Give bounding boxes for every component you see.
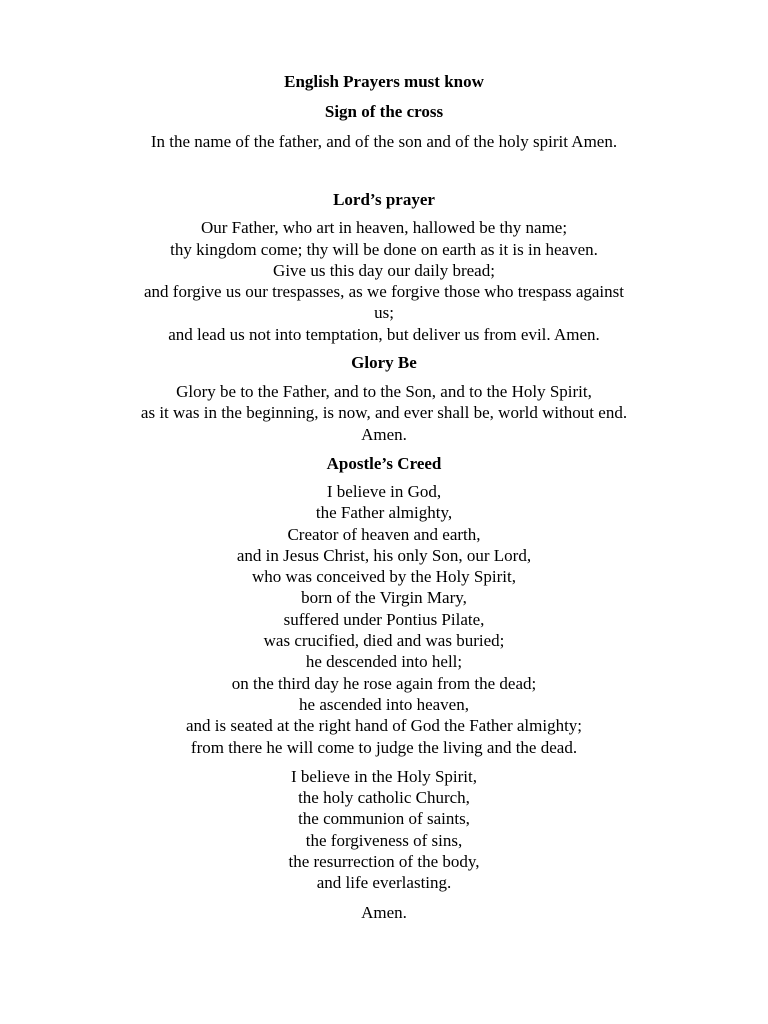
prayer-line: who was conceived by the Holy Spirit, [252,567,516,587]
apostles-creed-heading: Apostle’s Creed [326,453,442,473]
prayer-line: Amen. [361,902,407,922]
prayer-line: he descended into hell; [305,652,463,672]
glory-be-heading: Glory Be [351,353,417,373]
prayer-line: us; [374,303,394,323]
prayer-line: and in Jesus Christ, his only Son, our Lord, [236,545,532,565]
prayer-line: Our Father, who art in heaven, hallowed be thy name; [200,218,568,238]
lords-prayer-text [0,217,768,345]
prayer-line: Glory be to the Father, and to the Son, and to the Holy Spirit, [176,382,592,402]
prayer-line: he ascended into heaven, [299,694,469,714]
prayer-line: and forgive us our trespasses, as we forgive those who trespass against [144,282,624,302]
prayer-line: Creator of heaven and earth, [287,524,481,544]
prayer-line: was crucified, died and was buried; [263,631,505,651]
glory-be-text [0,381,768,445]
prayer-line: and lead us not into temptation, but deliver us from evil. Amen. [168,324,600,344]
prayer-line: In the name of the father, and of the son and of the holy spirit Amen. [150,132,618,151]
prayer-line: from there he will come to judge the living and the dead. [190,737,578,757]
apostles-creed-stanza-1 [0,481,768,758]
prayer-line: I believe in God, [326,481,442,501]
prayer-line: and life everlasting. [316,873,452,893]
prayer-line: on the third day he rose again from the dead; [231,673,537,693]
prayer-line: the Father almighty, [315,503,453,523]
prayer-line: suffered under Pontius Pilate, [283,609,485,629]
sign-of-cross-text [0,131,768,152]
document-title: English Prayers must know [284,72,484,91]
prayer-line: the holy catholic Church, [298,788,470,808]
prayer-line: I believe in the Holy Spirit, [290,766,478,786]
prayer-line: the resurrection of the body, [288,852,480,872]
prayer-line: as it was in the beginning, is now, and ever shall be, world without end. [140,403,628,423]
prayer-line: born of the Virgin Mary, [301,588,467,608]
apostles-creed-closing [0,902,768,923]
prayer-line: the forgiveness of sins, [305,830,463,850]
lords-prayer-heading: Lord’s prayer [333,190,435,210]
prayer-line: Give us this day our daily bread; [273,260,495,280]
apostles-creed-stanza-2 [0,766,768,894]
prayer-line: the communion of saints, [298,809,470,829]
prayer-line: and is seated at the right hand of God the Father almighty; [185,716,583,736]
prayer-line: thy kingdom come; thy will be done on earth as it is in heaven. [170,239,598,259]
prayer-line: Amen. [361,424,407,444]
sign-of-cross-heading: Sign of the cross [324,102,444,121]
